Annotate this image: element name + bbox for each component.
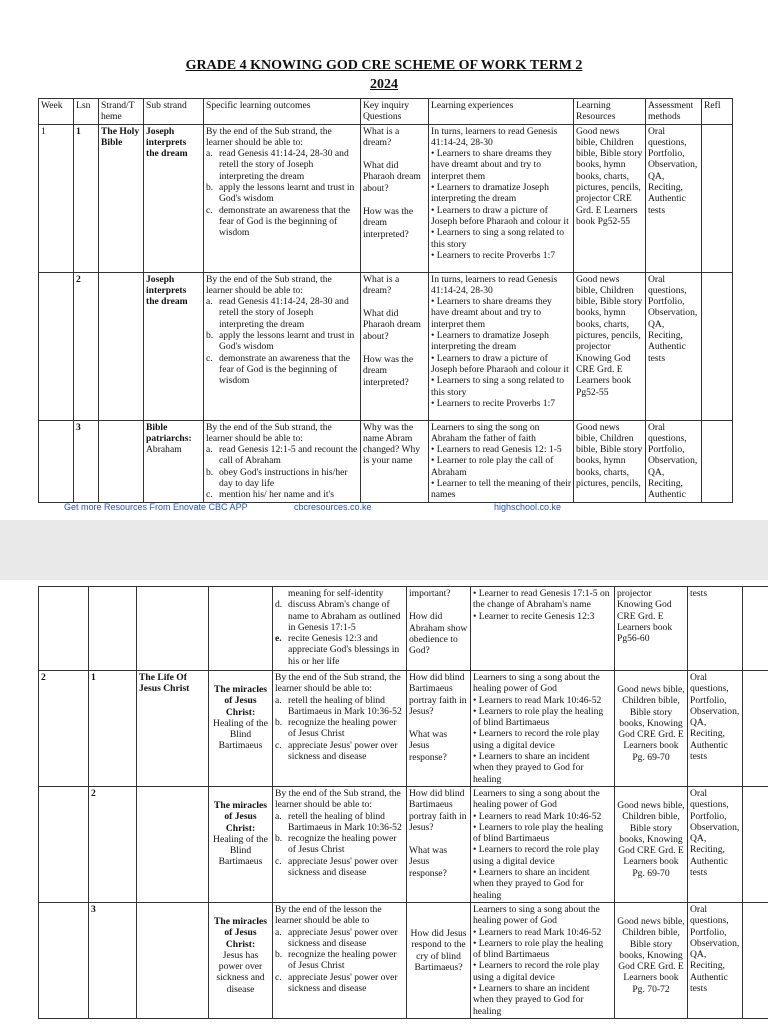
outcome-text: mention his/ her name and it's (219, 489, 334, 501)
outcome-marker: a. (206, 296, 213, 308)
inquiry-cell (407, 587, 471, 671)
experience-item: In turns, learners to read Genesis 41:14-24, 28-30 (431, 125, 558, 148)
outcomes-cell (273, 787, 407, 903)
experience-item: • Learner to read Genesis 17:1-5 on the change of Abraham's name (473, 588, 610, 611)
experience-item: • Learner to tell the meaning of their names (431, 478, 572, 501)
inquiry-question: What is a dream? (363, 125, 400, 148)
outcome-marker: e. (275, 633, 282, 645)
outcome-item (275, 972, 404, 995)
outcomes-intro: By the end of the Sub strand, the learner should be able to: (275, 788, 401, 811)
experience-item: • Learners to read Genesis 12: 1-5 (431, 444, 562, 456)
reflection-cell (743, 902, 768, 1018)
inquiry-question: How did blind Bartimaeus portray faith in Jesus? (409, 788, 467, 833)
outcome-item (206, 489, 358, 500)
outcomes-cell (204, 272, 361, 420)
lesson-cell: 3 (89, 902, 137, 1018)
title-line-1: GRADE 4 KNOWING GOD CRE SCHEME OF WORK TERM 2 (185, 58, 583, 73)
outcomes-intro: By the end of the lesson the learner should be able to (275, 903, 382, 927)
experience-item: • Learners to share an incident when they prayed to God for healing (473, 867, 590, 901)
reflection-cell (743, 671, 768, 787)
strand-cell: The Life Of Jesus Christ (137, 671, 209, 787)
inquiry-question: What was Jesus response? (409, 729, 448, 763)
week-cell (39, 787, 89, 903)
experiences-cell (429, 420, 574, 502)
substrand-cell (209, 587, 273, 671)
enovate-app-link[interactable]: Get more Resources From Enovate CBC APP (64, 502, 248, 512)
document-title (0, 56, 768, 94)
resources-cell: Good news bible, Children bible, Bible story books, hymn books, charts, pictures, pencils, projector Knowing God CRE Grd. E Learners book Pg52-55 (574, 272, 646, 420)
outcome-item (206, 330, 358, 353)
outcome-text: recite Genesis 12:3 and appreciate God's blessings in his or her life (288, 633, 400, 667)
table-row (39, 272, 733, 420)
substrand-cell: Joseph interprets the dream (144, 124, 204, 272)
outcome-item (275, 599, 404, 633)
inquiry-cell (361, 272, 429, 420)
outcome-marker: b. (275, 833, 283, 845)
outcome-marker: a. (275, 926, 282, 938)
inquiry-question: What is a dream? (363, 273, 400, 296)
outcome-item (275, 633, 404, 667)
table-row (39, 124, 733, 272)
outcome-text: appreciate Jesus' power over sickness and disease (288, 926, 398, 949)
table-row-continued (39, 587, 768, 671)
outcomes-cell (273, 671, 407, 787)
experience-item: • Learners to share an incident when they prayed to God for healing (473, 983, 590, 1017)
outcomes-cell (273, 902, 407, 1018)
outcome-text: recognize the healing power of Jesus Christ (288, 949, 397, 972)
assessment-cell: Oral questions, Portfolio, Observation, QA, Reciting, Authentic tests (688, 671, 743, 787)
outcome-item (206, 205, 358, 239)
reflection-cell (702, 124, 733, 272)
cbcresources-link[interactable]: cbcresources.co.ke (294, 502, 372, 512)
outcome-text: appreciate Jesus' power over sickness and disease (288, 739, 398, 763)
reflection-cell (702, 420, 733, 502)
experience-item: • Learners to share dreams they have dreamt about and try to interpret them (431, 296, 552, 330)
document-page-2 (0, 580, 768, 1024)
inquiry-question: How did blind Bartimaeus portray faith in Jesus? (409, 672, 467, 717)
experience-item: • Learners to share an incident when they prayed to God for healing (473, 751, 590, 785)
outcomes-cell (204, 124, 361, 272)
substrand-cell (209, 671, 273, 787)
outcome-text: discuss Abram's change of name to Abraham as outlined in Genesis 17:1-5 (288, 599, 401, 633)
lesson-cell: 3 (74, 420, 99, 502)
outcome-text: read Genesis 41:14-24, 28-30 and retell the story of Joseph interpreting the dream (219, 148, 349, 182)
experiences-cell (471, 587, 615, 671)
assessment-cell: Oral questions, Portfolio, Observation, QA, Reciting, Authentic tests (646, 124, 702, 272)
substrand-title: The miracles of Jesus Christ: (213, 684, 268, 718)
outcome-marker: a. (275, 810, 282, 822)
substrand-cell (144, 420, 204, 502)
experiences-cell (471, 787, 615, 903)
resources-text: Good news bible, Children bible, Bible story books, Knowing God CRE Grd. E Learners book Pg. 70-72 (617, 915, 685, 995)
outcome-marker: d. (275, 599, 283, 611)
lesson-cell: 1 (74, 124, 99, 272)
outcome-item (275, 833, 404, 856)
outcome-marker: c. (206, 352, 213, 364)
outcome-item (275, 695, 404, 718)
outcomes-cell (204, 420, 361, 502)
experience-item: • Learner to role play the call of Abraham (431, 455, 554, 478)
header-assessment: Assessment methods (646, 99, 702, 125)
title-line-2: 2024 (370, 77, 398, 92)
outcomes-intro: By the end of the Sub strand, the learner should be able to: (275, 672, 401, 695)
substrand-cell (209, 787, 273, 903)
outcome-item (275, 811, 404, 834)
outcome-item (206, 467, 358, 490)
outcome-marker: b. (206, 182, 214, 194)
outcome-item (206, 182, 358, 205)
experience-item: • Learners to record the role play using a digital device (473, 844, 600, 867)
substrand-cell: Joseph interprets the dream (144, 272, 204, 420)
inquiry-question: How was the dream interpreted? (363, 354, 414, 388)
highschool-link[interactable]: highschool.co.ke (494, 502, 562, 512)
header-experiences: Learning experiences (429, 99, 574, 125)
experience-item: • Learner to recite Genesis 12:3 (473, 610, 595, 622)
outcome-marker: b. (206, 330, 214, 342)
inquiry-cell (361, 124, 429, 272)
outcome-text: retell the healing of blind Bartimaeus in Mark 10:36-52 (288, 694, 402, 717)
resources-cell (615, 787, 688, 903)
resources-cell (615, 902, 688, 1018)
resources-cell: Good news bible, Children bible, Bible story books, hymn books, charts, pictures, pencils, (574, 420, 646, 502)
table-row (39, 420, 733, 502)
table-row (39, 671, 768, 787)
experience-item: • Learners to dramatize Joseph interpreting the dream (431, 182, 549, 205)
outcomes-intro: By the end of the Sub strand, the learner should be able to: (206, 421, 332, 444)
table-header-row (39, 99, 733, 125)
outcome-text: read Genesis 41:14-24, 28-30 and retell the story of Joseph interpreting the dream (219, 296, 349, 330)
outcome-marker: a. (275, 694, 282, 706)
outcome-item (275, 927, 404, 950)
outcome-text: demonstrate an awareness that the fear of God is the beginning of wisdom (219, 204, 351, 239)
experience-item: • Learners to sing a song related to this story (431, 227, 565, 250)
scheme-table-page-1 (38, 98, 733, 503)
reflection-cell (743, 787, 768, 903)
outcome-text: appreciate Jesus' power over sickness and disease (288, 855, 398, 879)
experience-item: • Learners to role play the healing of blind Bartimaeus (473, 705, 604, 729)
scheme-table-page-2 (38, 586, 768, 1019)
resources-text: Good news bible, Children bible, Bible story books, Knowing God CRE Grd. E Learners book Pg. 69-70 (617, 800, 685, 879)
header-reflection: Refl (702, 99, 733, 125)
inquiry-question: How did Abraham show obedience to God? (409, 611, 468, 657)
experience-item: • Learners to record the role play using a digital device (473, 728, 600, 751)
experience-item: Learners to sing a song about the healing power of God (473, 672, 600, 695)
substrand-title: The miracles of Jesus Christ: (213, 915, 268, 950)
inquiry-cell (407, 787, 471, 903)
experiences-cell (429, 124, 574, 272)
experience-item: • Learners to sing a song related to this story (431, 375, 565, 398)
assessment-cell: Oral questions, Portfolio, Observation, QA, Reciting, Authentic tests (688, 902, 743, 1018)
lesson-cell: 1 (89, 671, 137, 787)
outcome-marker: c. (206, 204, 213, 216)
table-row (39, 902, 768, 1018)
outcome-item (206, 296, 358, 330)
experience-item: • Learners to role play the healing of blind Bartimaeus (473, 821, 604, 845)
outcome-text: demonstrate an awareness that the fear of God is the beginning of wisdom (219, 352, 351, 387)
outcome-marker: b. (275, 949, 283, 961)
outcome-marker: a. (206, 148, 213, 160)
lesson-cell: 2 (89, 787, 137, 903)
header-inquiry: Key inquiry Questions (361, 99, 429, 125)
header-resources: Learning Resources (574, 99, 646, 125)
outcomes-intro: By the end of the Sub strand, the learner should be able to: (206, 273, 332, 296)
week-cell (39, 902, 89, 1018)
strand-cell (137, 587, 209, 671)
experience-item: • Learners to recite Proverbs 1:7 (431, 397, 556, 409)
substrand-title: The miracles of Jesus Christ: (213, 800, 268, 834)
strand-cell (137, 787, 209, 903)
substrand-subtitle: Healing of the Blind Bartimaeus (213, 833, 268, 868)
strand-cell (99, 272, 144, 420)
week-cell: 1 (39, 124, 74, 272)
footer-links (0, 502, 768, 516)
outcome-marker: c. (275, 739, 282, 751)
inquiry-question: How did Jesus respond to the cry of blind Bartimaeus? (410, 927, 467, 973)
inquiry-question: What did Pharaoh dream about? (363, 308, 421, 342)
strand-cell (99, 420, 144, 502)
outcome-text: apply the lessons learnt and trust in God's wisdom (219, 330, 355, 353)
outcome-marker: c. (275, 971, 282, 983)
outcome-text: appreciate Jesus' power over sickness and disease (288, 971, 398, 995)
lesson-cell (89, 587, 137, 671)
experience-item: Learners to sing the song on Abraham the father of faith (431, 421, 540, 444)
inquiry-question: How was the dream interpreted? (363, 206, 414, 240)
week-cell (39, 420, 74, 502)
outcome-item (206, 444, 358, 467)
outcome-marker: b. (275, 717, 283, 729)
inquiry-cell: Why was the name Abram changed? Why is your name (361, 420, 429, 502)
assessment-cell: Oral questions, Portfolio, Observation, QA, Reciting, Authentic tests (646, 272, 702, 420)
outcome-text: obey God's instructions in his/her day to day life (219, 466, 348, 490)
experience-item: • Learners to recite Proverbs 1:7 (431, 249, 556, 261)
header-strand: Strand/T heme (99, 99, 144, 125)
inquiry-question: important? (409, 588, 451, 599)
outcome-continuation: meaning for self-identity (288, 588, 384, 599)
strand-cell (137, 902, 209, 1018)
outcomes-cell (273, 587, 407, 671)
lesson-cell: 2 (74, 272, 99, 420)
substrand-subtitle: Jesus has power over sickness and disease (216, 949, 265, 995)
outcome-marker: b. (206, 466, 214, 478)
outcome-text: recognize the healing power of Jesus Christ (288, 833, 397, 856)
outcome-item (275, 717, 404, 740)
experience-item: • Learners to read Mark 10:46-52 (473, 694, 602, 706)
experience-item: Learners to sing a song about the healing power of God (473, 788, 600, 811)
outcome-text: apply the lessons learnt and trust in God's wisdom (219, 182, 355, 205)
experiences-cell (471, 671, 615, 787)
experience-item: • Learners to read Mark 10:46-52 (473, 926, 602, 938)
table-row (39, 787, 768, 903)
outcome-item (275, 740, 404, 763)
week-cell: 2 (39, 671, 89, 787)
experience-item: In turns, learners to read Genesis 41:14-24, 28-30 (431, 273, 558, 296)
experience-item: • Learners to record the role play using a digital device (473, 960, 600, 983)
outcomes-intro: By the end of the Sub strand, the learner should be able to: (206, 125, 332, 148)
inquiry-cell (407, 902, 471, 1018)
header-week: Week (39, 99, 74, 125)
inquiry-question: What was Jesus response? (409, 845, 448, 879)
substrand-subtitle: Healing of the Blind Bartimaeus (213, 717, 268, 752)
resources-cell: Good news bible, Children bible, Bible story books, hymn books, charts, pictures, pencils, projector CRE Grd. E Learners book Pg52-55 (574, 124, 646, 272)
outcome-text: read Genesis 12:1-5 and recount the call of Abraham (219, 444, 358, 467)
experience-item: Learners to sing a song about the healing power of God (473, 903, 600, 927)
outcome-marker: c. (206, 489, 213, 501)
experience-item: • Learners to draw a picture of Joseph before Pharaoh and colour it (431, 352, 569, 375)
outcome-item (275, 856, 404, 879)
assessment-cell: tests (688, 587, 743, 671)
resources-text: Good news bible, Children bible, Bible story books, Knowing God CRE Grd. E Learners book Pg. 69-70 (617, 684, 685, 763)
week-cell (39, 587, 89, 671)
strand-cell: The Holy Bible (99, 124, 144, 272)
experience-item: • Learners to dramatize Joseph interpreting the dream (431, 330, 549, 353)
inquiry-question: What did Pharaoh dream about? (363, 160, 421, 194)
resources-cell: projector Knowing God CRE Grd. E Learners book Pg56-60 (615, 587, 688, 671)
header-lesson: Lsn (74, 99, 99, 125)
experiences-cell (429, 272, 574, 420)
substrand-subtitle: Abraham (146, 444, 182, 456)
experience-item: • Learners to role play the healing of blind Bartimaeus (473, 937, 604, 961)
experience-item: • Learners to read Mark 10:46-52 (473, 810, 602, 822)
outcome-marker: c. (275, 855, 282, 867)
resources-cell (615, 671, 688, 787)
outcome-item (275, 949, 404, 972)
outcome-marker: a. (206, 444, 213, 456)
outcome-text: retell the healing of blind Bartimaeus in Mark 10:36-52 (288, 810, 402, 833)
reflection-cell (743, 587, 768, 671)
reflection-cell (702, 272, 733, 420)
substrand-title: Bible patriarchs: (146, 421, 192, 444)
substrand-cell (209, 902, 273, 1018)
inquiry-cell (407, 671, 471, 787)
experience-item: • Learners to draw a picture of Joseph before Pharaoh and colour it (431, 204, 569, 227)
header-outcomes: Specific learning outcomes (204, 99, 361, 125)
assessment-cell: Oral questions, Portfolio, Observation, QA, Reciting, Authentic tests (688, 787, 743, 903)
week-cell (39, 272, 74, 420)
experiences-cell (471, 902, 615, 1018)
experience-item: • Learners to share dreams they have dreamt about and try to interpret them (431, 148, 552, 182)
outcome-text: recognize the healing power of Jesus Christ (288, 717, 397, 740)
outcome-item (206, 148, 358, 182)
assessment-cell: Oral questions, Portfolio, Observation, QA, Reciting, Authentic (646, 420, 702, 502)
header-substrand: Sub strand (144, 99, 204, 125)
outcome-item (206, 353, 358, 387)
